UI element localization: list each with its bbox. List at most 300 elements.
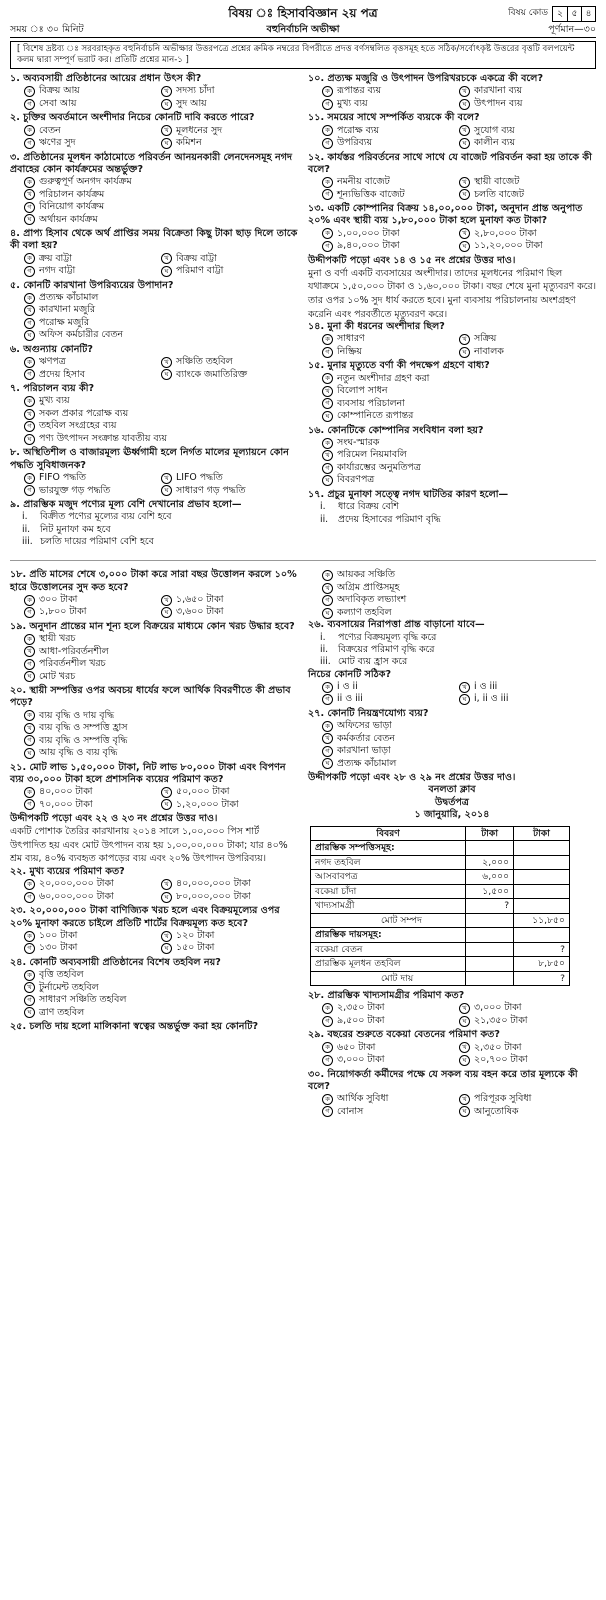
answer-option[interactable] [161,485,298,498]
option-circle-marker: খ [459,228,470,239]
question-text: ৩. প্রতিষ্ঠানের মূলধন কাঠামোতে পরিবর্তন আনয়নকারী লেনদেনসমূহ নগদ প্রবাহের কোন কার্যক্রমের অন্তর্ভুক্ত? [10,151,293,175]
answer-option[interactable] [322,607,596,620]
row-total [514,841,570,856]
option-circle-marker: ঘ [459,347,470,358]
answer-option[interactable] [459,176,596,189]
option-text: ২১,৩৫০ টাকা [474,1014,528,1026]
bottom-section [10,569,596,1120]
statement-item [22,524,298,536]
option-text: ৪০,০০০ টাকা [39,786,93,798]
statement-list [308,632,596,669]
answer-option[interactable] [459,1002,596,1015]
option-text: ব্যয় বৃদ্ধি ও সম্পত্তি বৃদ্ধি [39,734,128,746]
option-list [308,333,596,358]
answer-option[interactable] [24,420,298,433]
statement-text: চলতি দায়ের পরিমাণ বেশি হবে [40,536,154,547]
option-circle-marker: খ [24,189,35,200]
option-circle-marker: খ [322,386,333,397]
row-amount: ২,০০০ [466,855,514,870]
statement-item [320,644,596,656]
option-text: ii ও iii [337,693,363,705]
answer-option[interactable] [322,1002,459,1015]
option-text: ৫০,০০০ টাকা [176,786,230,798]
answer-option[interactable] [322,594,596,607]
question-q11 [308,112,596,149]
statement-item [320,514,596,526]
answer-option[interactable] [322,569,596,582]
row-amount [466,942,514,957]
option-circle-marker: ঘ [459,1055,470,1066]
option-text: অগ্রিম প্রাপ্তিসমূহ [337,581,400,593]
answer-option[interactable] [459,125,596,138]
answer-option[interactable] [24,982,298,995]
answer-option[interactable] [24,265,161,278]
question-q14 [308,321,596,358]
answer-option[interactable] [459,346,596,359]
option-circle-marker: ঘ [161,138,172,149]
answer-option[interactable] [459,681,596,694]
answer-option[interactable] [459,228,596,241]
answer-option[interactable] [24,304,298,317]
option-text: কারখানা মজুরি [39,304,96,316]
option-text: ৪০,০০০,০০০ টাকা [176,878,251,890]
answer-option[interactable] [459,693,596,706]
option-text: সঞ্চিতি তহবিল [176,356,233,368]
answer-option[interactable] [459,1015,596,1028]
option-circle-marker: ক [322,334,333,345]
answer-option[interactable] [459,85,596,98]
question-q21 [10,762,298,812]
option-text: ১১,২০,০০০ টাকা [474,240,543,252]
answer-option[interactable] [161,786,298,799]
row-amount [466,971,514,986]
answer-option[interactable] [24,292,298,305]
question-text: ২০. স্থায়ী সম্পত্তির ওপর অবচয় ধার্যের ফলে আর্থিক বিবরণীতে কী প্রভাব পড়ে? [10,685,291,709]
option-text: পরিমাণ বাট্টা [176,265,224,277]
answer-option[interactable] [161,265,298,278]
answer-option[interactable] [322,176,459,189]
option-circle-marker: ঘ [322,758,333,769]
option-circle-marker: খ [24,723,35,734]
option-text: অর্থায়ন কার্যক্রম [39,213,98,225]
answer-option[interactable] [161,594,298,607]
option-circle-marker: খ [459,177,470,188]
answer-option[interactable] [459,189,596,202]
question-text: ৩০. নিয়োগকর্তা কর্মীদের পক্ষে যে সকল ব্যয় বহন করে তার মূল্যকে কী বলে? [308,1068,578,1092]
option-circle-marker: খ [161,931,172,942]
top-right-column [308,73,596,550]
row-label: বকেয়া চাঁদা [311,884,466,899]
row-amount [466,928,514,943]
option-circle-marker: গ [322,1055,333,1066]
option-list [308,228,596,253]
answer-option[interactable] [24,710,298,723]
answer-option[interactable] [161,85,298,98]
option-circle-marker: ঘ [161,369,172,380]
option-circle-marker: গ [322,398,333,409]
answer-option[interactable] [322,410,596,423]
question-text: ২. চুক্তির অবর্তমানে অংশীদার নিচের কোনটি দাবি করতে পারে? [10,112,255,124]
answer-option[interactable] [322,98,459,111]
answer-option[interactable] [24,658,298,671]
answer-option[interactable] [322,1015,459,1028]
answer-option[interactable] [322,373,596,386]
option-list [10,594,298,619]
option-circle-marker: খ [459,1003,470,1014]
answer-option[interactable] [24,747,298,760]
option-circle-marker: ঘ [161,799,172,810]
row-amount [466,841,514,856]
option-text: আর্থিক সুবিধা [337,1093,389,1105]
statement-item [22,511,298,523]
option-text: আয়কর সঞ্চিতি [337,569,395,581]
roman-numeral: iii. [320,656,331,668]
statement-text: পণ্যের বিক্রয়মূল্য বৃদ্ধি করে [338,631,437,643]
option-list [10,786,298,811]
option-text: ৬৫০ টাকা [337,1041,376,1053]
answer-option[interactable] [161,98,298,111]
answer-option[interactable] [161,472,298,485]
roman-numeral: ii. [320,643,329,655]
option-text: ১,০০,০০০ টাকা [337,227,400,239]
answer-option[interactable] [24,408,298,421]
option-text: কারখানা ব্যয় [474,85,523,97]
option-text: ৯,৫০০ টাকা [337,1014,385,1026]
answer-option[interactable] [24,369,161,382]
answer-option[interactable] [161,125,298,138]
table-row [311,928,570,943]
answer-option[interactable] [24,433,298,446]
option-circle-marker: খ [161,879,172,890]
answer-option[interactable] [24,253,161,266]
question-q8 [10,447,298,497]
answer-option[interactable] [322,720,596,733]
option-text: ১০০ টাকা [39,929,78,941]
statement-item [320,501,596,513]
answer-option[interactable] [459,240,596,253]
answer-option[interactable] [459,137,596,150]
answer-option[interactable] [24,942,161,955]
option-list [308,720,596,770]
answer-option[interactable] [24,671,298,684]
row-amount [466,913,514,928]
answer-option[interactable] [322,85,459,98]
option-text: বোনাস [337,1105,364,1117]
roman-numeral: ii. [320,513,329,525]
option-text: ব্যাংকে জমাতিরিক্ত [176,368,247,380]
roman-numeral: ii. [22,523,31,535]
option-circle-marker: ক [24,86,35,97]
row-label: বকেয়া বেতন [311,942,466,957]
answer-option[interactable] [161,137,298,150]
option-text: প্রদেয় হিসাব [39,368,85,380]
answer-option[interactable] [24,799,161,812]
question-q9 [10,499,298,548]
answer-option[interactable] [322,125,459,138]
option-circle-marker: গ [24,369,35,380]
option-text: সাধারণ [337,333,365,345]
answer-option[interactable] [161,253,298,266]
answer-option[interactable] [161,356,298,369]
question-q5 [10,280,298,342]
option-list [10,356,298,381]
option-circle-marker: ক [24,634,35,645]
answer-option[interactable] [24,329,298,342]
answer-option[interactable] [161,891,298,904]
question-text: ২৮. প্রারম্ভিক খাদ্যসামগ্রীর পরিমাণ কত? [308,990,465,1002]
option-circle-marker: খ [161,357,172,368]
option-text: কর্মকর্তার বেতন [337,732,395,744]
table-header-cell: টাকা [466,826,514,841]
answer-option[interactable] [24,356,161,369]
row-total: ১১,৮৫০ [514,913,570,928]
option-circle-marker: ঘ [322,475,333,486]
question-q16 [308,425,596,487]
option-circle-marker: ঘ [459,1016,470,1027]
option-circle-marker: ঘ [161,266,172,277]
option-text: পরিপূরক সুবিধা [474,1093,532,1105]
option-circle-marker: ঘ [24,330,35,341]
row-total [514,870,570,885]
option-circle-marker: ঘ [459,189,470,200]
answer-option[interactable] [322,398,596,411]
ledger-subtitle: উদ্বর্তপত্র [435,796,469,808]
row-total: ? [514,971,570,986]
question-q30 [308,1069,596,1119]
table-row [311,870,570,885]
statement-list [10,511,298,548]
option-text: ক্রয় বাট্টা [39,252,72,264]
answer-option[interactable] [322,240,459,253]
row-amount: ১,৫০০ [466,884,514,899]
option-text: অফিস কর্মচারীর বেতন [39,329,123,341]
option-circle-marker: গ [24,266,35,277]
answer-option[interactable] [24,930,161,943]
option-circle-marker: খ [459,1042,470,1053]
answer-option[interactable] [24,214,298,227]
answer-option[interactable] [322,449,596,462]
option-circle-marker: গ [322,694,333,705]
question-q26 [308,619,596,706]
question-text: ১৭. প্রচুর মুনাফা সত্ত্বে নগদ ঘাটতির কারণ হলো— [308,488,509,500]
option-text: মুখ্য ব্যয় [337,97,368,109]
option-text: ১,৬৫০ টাকা [176,593,224,605]
question-q24 [10,957,298,1019]
option-circle-marker: ঘ [459,241,470,252]
row-amount: ৬,০০০ [466,870,514,885]
question-text: ১৮. প্রতি মাসের শেষে ৩,০০০ টাকা করে সারা বছর উত্তোলন করলে ১০% হারে উত্তোলনের সুদ কত হবে? [10,569,297,593]
passage-text: মুনা ও বর্ণা একটি ব্যবসায়ের অংশীদার। তাদের মূলধনের পরিমাণ ছিল যথাক্রমে ১,৫০,০০০ টাকা ও ১,৬০,০০০ টাকা। বছর শেষে মুনা মৃত্যুবরণ করে। তার ওপর ১০% সুদ ধার্য করতে হবে। মুনা ব্যবসায় পরিচালনায় অংশগ্রহণ করেনি এবং পরবর্তীতে মৃত্যুবরণ করে। [308,267,596,320]
question-q17 [308,489,596,526]
question-prompt: নিচের কোনটি সঠিক? [308,668,392,680]
option-circle-marker: গ [322,99,333,110]
row-total [514,928,570,943]
option-text: উৎপাদন ব্যয় [474,97,523,109]
statement-list [308,501,596,526]
option-circle-marker: গ [24,99,35,110]
answer-option[interactable] [459,333,596,346]
answer-option[interactable] [161,606,298,619]
option-circle-marker: ক [24,125,35,136]
answer-option[interactable] [322,437,596,450]
answer-option[interactable] [322,385,596,398]
answer-option[interactable] [322,189,459,202]
answer-option[interactable] [161,878,298,891]
option-circle-marker: গ [322,241,333,252]
answer-option[interactable] [24,85,161,98]
answer-option[interactable] [24,606,161,619]
option-text: ২০,৭০০ টাকা [474,1054,528,1066]
answer-option[interactable] [24,317,298,330]
answer-option[interactable] [459,1042,596,1055]
table-row [311,841,570,856]
answer-option[interactable] [459,1093,596,1106]
option-text: টুর্নামেন্ট তহবিল [39,981,99,993]
answer-option[interactable] [322,228,459,241]
answer-option[interactable] [322,1054,459,1067]
option-text: কারখানা ভাড়া [337,745,391,757]
question-text: ১১. সময়ের সাথে সম্পর্কিত ব্যয়কে কী বলে? [308,112,480,124]
answer-option[interactable] [459,1054,596,1067]
option-list [308,1093,596,1118]
option-text: নিষ্ক্রিয় [337,345,362,357]
question-text: ১২. কার্যস্তর পরিবর্তনের সাথে সাথে যে বাজেট পরিবর্তন করা হয় তাকে কী বলে? [308,151,592,175]
option-circle-marker: গ [24,421,35,432]
option-text: ব্যবসায় পরিচালনা [337,397,405,409]
answer-option[interactable] [24,98,161,111]
answer-option[interactable] [24,646,298,659]
option-text: ঋণপত্র [39,356,66,368]
answer-option[interactable] [161,369,298,382]
answer-option[interactable] [24,472,161,485]
answer-option[interactable] [322,137,459,150]
option-circle-marker: খ [161,253,172,264]
answer-option[interactable] [24,994,298,1007]
answer-option[interactable] [24,633,298,646]
answer-option[interactable] [24,189,298,202]
option-circle-marker: গ [322,1016,333,1027]
option-circle-marker: ক [24,787,35,798]
option-text: ব্যয় বৃদ্ধি ও দায় বৃদ্ধি [39,709,114,721]
option-text: সক্রিয় [474,333,497,345]
question-q18 [10,569,298,619]
answer-option[interactable] [24,395,298,408]
answer-option[interactable] [459,1106,596,1119]
option-circle-marker: খ [24,646,35,657]
answer-option[interactable] [322,681,459,694]
answer-option[interactable] [322,733,596,746]
option-list [10,253,298,278]
answer-option[interactable] [322,1106,459,1119]
option-text: ২,৩৫০ টাকা [337,1002,385,1014]
question-q13 [308,203,596,253]
answer-option[interactable] [322,693,459,706]
question-text: ৭. পরিচালন ব্যয় কী? [10,383,95,395]
answer-option[interactable] [24,485,161,498]
answer-option[interactable] [24,878,161,891]
option-circle-marker: ঘ [459,1106,470,1117]
option-text: i ও iii [474,680,498,692]
option-text: গুরুত্বপূর্ণ অনগদ কার্যক্রম [39,176,132,188]
option-text: ব্যয় বৃদ্ধি ও সম্পত্তি হ্রাস [39,722,128,734]
option-text: ১,২০,০০০ টাকা [176,798,239,810]
option-circle-marker: গ [24,138,35,149]
answer-option[interactable] [24,891,161,904]
statement-item [320,632,596,644]
option-circle-marker: খ [459,334,470,345]
answer-option[interactable] [24,1007,298,1020]
table-header-cell: বিবরণ [311,826,466,841]
answer-option[interactable] [322,333,459,346]
answer-option[interactable] [24,201,298,214]
question-text: ৫. কোনটি কারখানা উপরিব্যয়ের উপাদান? [10,279,174,291]
option-text: সকল প্রকার পরোক্ষ ব্যয় [39,407,129,419]
answer-option[interactable] [24,137,161,150]
option-text: চলতি বাজেট [474,188,524,200]
subject-code-digit: ৫ [567,7,581,21]
option-circle-marker: ক [24,357,35,368]
answer-option[interactable] [322,474,596,487]
option-circle-marker: খ [322,733,333,744]
option-text: কমিশন [176,137,202,149]
option-text: বেতন [39,124,61,136]
subject-code-label: বিষয় কোড [508,8,548,19]
answer-option[interactable] [322,462,596,475]
option-text: মূলধনের সুদ [176,124,223,136]
answer-option[interactable] [24,735,298,748]
option-list [308,373,596,423]
question-q15 [308,360,596,422]
option-circle-marker: গ [322,138,333,149]
option-text: পরিবর্তনশীল খরচ [39,658,106,670]
option-circle-marker: ঘ [322,411,333,422]
answer-option[interactable] [161,942,298,955]
statement-text: বিক্রয়ের পরিমাণ বৃদ্ধি করে [338,643,435,655]
answer-option[interactable] [161,930,298,943]
answer-option[interactable] [24,722,298,735]
answer-option[interactable] [322,1042,459,1055]
answer-option[interactable] [24,594,161,607]
option-circle-marker: ক [24,710,35,721]
option-text: পণ্য উৎপাদন সংক্রান্ত যাবতীয় ব্যয় [39,432,167,444]
row-amount [466,957,514,972]
option-circle-marker: ক [24,177,35,188]
option-text: FIFO পদ্ধতি [39,472,86,484]
answer-option[interactable] [459,98,596,111]
answer-option[interactable] [24,125,161,138]
question-q6 [10,344,298,381]
option-circle-marker: খ [24,305,35,316]
option-circle-marker: খ [322,583,333,594]
answer-option[interactable] [24,969,298,982]
answer-option[interactable] [322,1093,459,1106]
answer-option[interactable] [24,176,298,189]
option-circle-marker: গ [24,995,35,1006]
answer-option[interactable] [24,786,161,799]
answer-option[interactable] [322,745,596,758]
option-circle-marker: ক [24,473,35,484]
answer-option[interactable] [322,582,596,595]
question-text: ২৩. ২০,০০০,০০০ টাকা বাণিজ্যিক খরচ হলে এবং বিক্রয়মূল্যের ওপর ২০% মুনাফা করতে চাইলে প্রতিটি শার্টের বিক্রয়মূল্য কত হবে? [10,905,280,929]
question-q12 [308,152,596,202]
answer-option[interactable] [322,346,459,359]
answer-option[interactable] [161,799,298,812]
row-amount: ? [466,899,514,914]
option-text: প্রত্যক্ষ কাঁচামাল [337,757,397,769]
full-marks: পূর্ণমান—৩০ [548,24,596,35]
option-text: ১২০ টাকা [176,929,215,941]
answer-option[interactable] [322,758,596,771]
